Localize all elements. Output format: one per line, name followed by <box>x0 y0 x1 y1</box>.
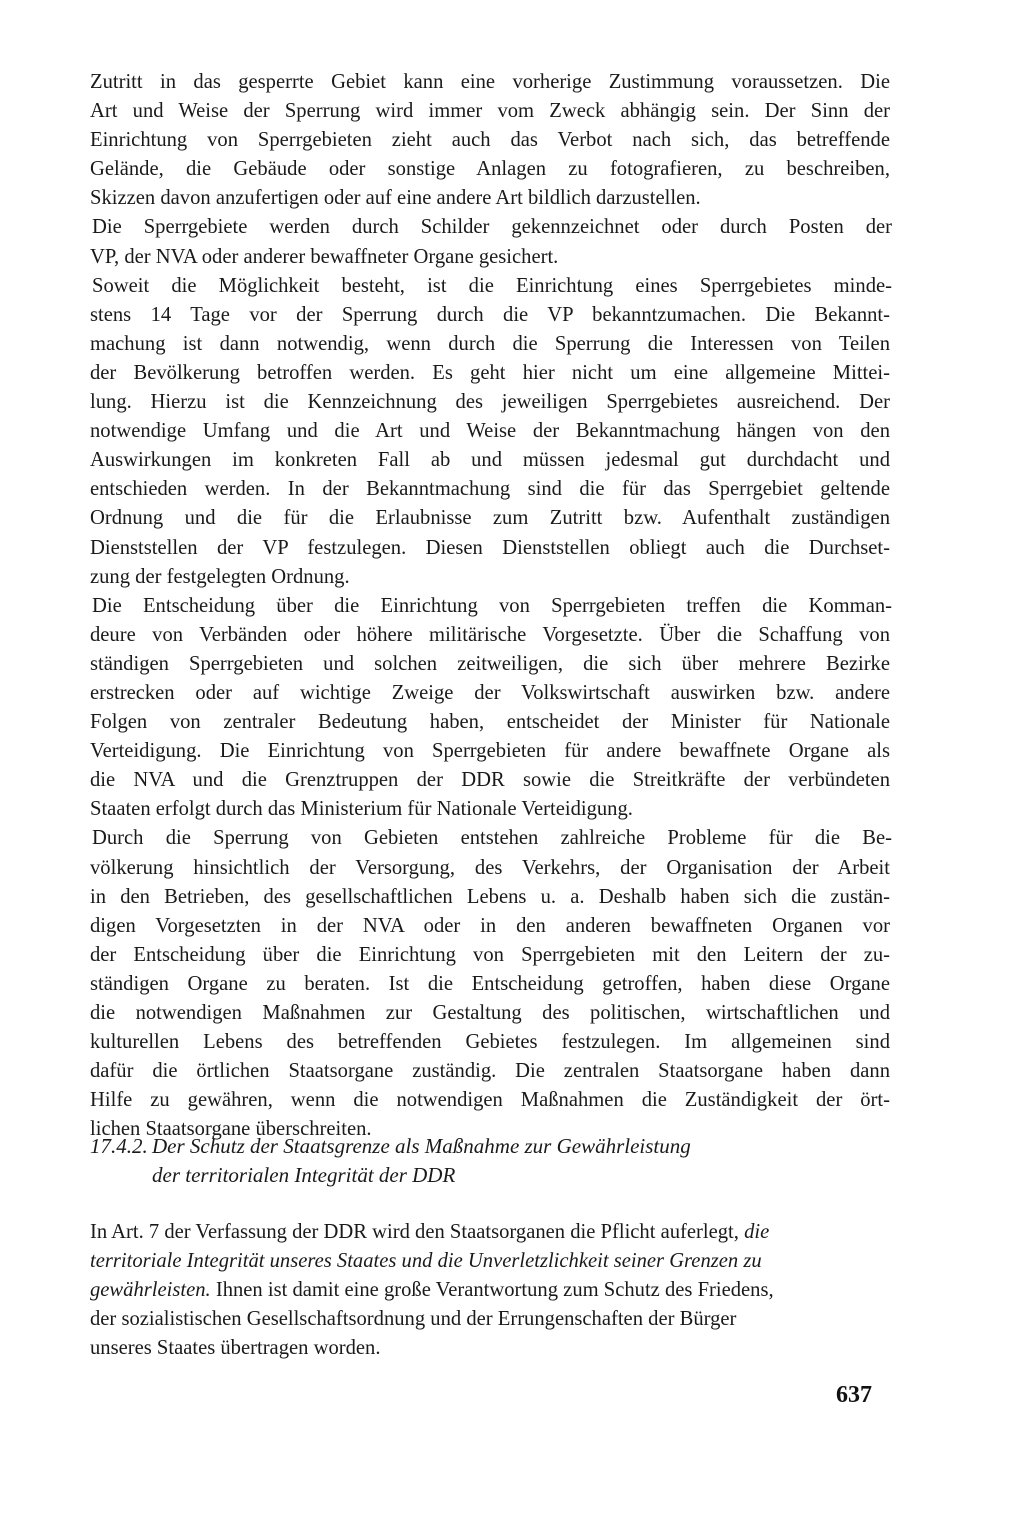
section-line-1-italic: die <box>744 1221 770 1243</box>
text-line: Die Sperrgebiete werden durch Schilder gekennzeichnet oder durch Posten der <box>92 216 892 239</box>
section-line-1 <box>90 1218 890 1247</box>
section-line-2-italic: territoriale Integrität unseres Staates und die Unverletzlichkeit seiner Grenzen zu <box>90 1250 762 1273</box>
text-line: erstrecken oder auf wichtige Zweige der Volkswirtschaft auswirken bzw. andere <box>90 681 890 704</box>
text-line: Einrichtung von Sperrgebieten zieht auch das Verbot nach sich, das betreffende <box>90 129 890 152</box>
section-line-4: der sozialistischen Gesellschaftsordnung und der Errungenschaften der Bürger <box>90 1308 737 1331</box>
text-line: stens 14 Tage vor der Sperrung durch die VP bekanntzumachen. Die Bekannt- <box>90 303 890 326</box>
text-line: notwendige Umfang und die Art und Weise der Bekanntmachung hängen von den <box>90 420 890 443</box>
text-line: die NVA und die Grenztruppen der DDR sowie die Streitkräfte der verbündeten <box>90 769 890 792</box>
text-line: in den Betrieben, des gesellschaftlichen Lebens u. a. Deshalb haben sich die zustän- <box>90 885 890 908</box>
paragraph <box>90 824 890 1144</box>
text-line: entschieden werden. In der Bekanntmachung sind die für das Sperrgebiet geltende <box>90 478 890 501</box>
page-number: 637 <box>836 1382 872 1408</box>
text-line: Skizzen davon anzufertigen oder auf eine andere Art bildlich darzustellen. <box>90 187 701 210</box>
text-line: Ordnung und die für die Erlaubnisse zum Zutritt bzw. Aufenthalt zuständigen <box>90 507 890 530</box>
text-line: Auswirkungen im konkreten Fall ab und müssen jedesmal gut durchdacht und <box>90 449 890 472</box>
text-line: Gelände, die Gebäude oder sonstige Anlagen zu fotografieren, zu beschreiben, <box>90 158 890 181</box>
section-title-line-2: der territorialen Integrität der DDR <box>152 1163 456 1187</box>
paragraph <box>90 213 890 271</box>
section-title-line-1: Der Schutz der Staatsgrenze als Maßnahme zur Gewährleistung <box>152 1134 691 1158</box>
section-paragraph <box>90 1218 890 1363</box>
paragraph <box>90 272 890 592</box>
section-line-3-plain: Ihnen ist damit eine große Verantwortung zum Schutz des Friedens, <box>210 1279 774 1302</box>
text-line: der Entscheidung über die Einrichtung von Sperrgebieten mit den Leitern der zu- <box>90 943 890 966</box>
text-line: völkerung hinsichtlich der Versorgung, des Verkehrs, der Organisation der Arbeit <box>90 856 890 879</box>
body-text <box>90 68 890 1144</box>
text-line: Soweit die Möglichkeit besteht, ist die Einrichtung eines Sperrgebietes minde- <box>92 274 892 297</box>
text-line: Dienststellen der VP festzulegen. Diesen Dienststellen obliegt auch die Durchset- <box>90 536 890 559</box>
section-line-3-italic: gewährleisten. <box>90 1279 211 1302</box>
text-line: Die Entscheidung über die Einrichtung von Sperrgebieten treffen die Komman- <box>92 594 892 617</box>
text-line: ständigen Organe zu beraten. Ist die Entscheidung getroffen, haben diese Organe <box>90 972 890 995</box>
section-title <box>152 1132 890 1190</box>
text-line: VP, der NVA oder anderer bewaffneter Organe gesichert. <box>90 245 559 268</box>
text-line: lichen Staatsorgane überschreiten. <box>90 1118 372 1141</box>
text-line: Hilfe zu gewähren, wenn die notwendigen Maßnahmen die Zuständigkeit der ört- <box>90 1089 890 1112</box>
text-line: dafür die örtlichen Staatsorgane zuständig. Die zentralen Staatsorgane haben dann <box>90 1060 890 1083</box>
text-line: ständigen Sperrgebieten und solchen zeitweiligen, die sich über mehrere Bezirke <box>90 652 890 675</box>
text-line: lung. Hierzu ist die Kennzeichnung des jeweiligen Sperrgebietes ausreichend. Der <box>90 391 890 414</box>
section-line-5: unseres Staates übertragen worden. <box>90 1337 381 1360</box>
text-line: Staaten erfolgt durch das Ministerium für Nationale Verteidigung. <box>90 798 633 821</box>
section-line-3 <box>90 1276 890 1305</box>
section-line-1-plain: In Art. 7 der Verfassung der DDR wird den Staatsorganen die Pflicht auferlegt, <box>90 1221 745 1243</box>
text-line: deure von Verbänden oder höhere militärische Vorgesetzte. Über die Schaffung von <box>90 623 890 646</box>
section-line-2 <box>90 1247 890 1276</box>
paragraph <box>90 592 890 825</box>
text-line: der Bevölkerung betroffen werden. Es geht hier nicht um eine allgemeine Mittei- <box>90 361 890 384</box>
text-line: Verteidigung. Die Einrichtung von Sperrgebieten für andere bewaffnete Organe als <box>90 740 890 763</box>
text-line: Art und Weise der Sperrung wird immer vom Zweck abhängig sein. Der Sinn der <box>90 100 890 123</box>
text-line: kulturellen Lebens des betreffenden Gebietes festzulegen. Im allgemeinen sind <box>90 1031 890 1054</box>
paragraph <box>90 68 890 213</box>
text-line: Durch die Sperrung von Gebieten entstehen zahlreiche Probleme für die Be- <box>92 827 892 850</box>
text-line: Folgen von zentraler Bedeutung haben, entscheidet der Minister für Nationale <box>90 711 890 734</box>
text-line: Zutritt in das gesperrte Gebiet kann eine vorherige Zustimmung voraussetzen. Die <box>90 71 890 93</box>
section-heading <box>90 1132 890 1190</box>
text-line: die notwendigen Maßnahmen zur Gestaltung des politischen, wirtschaftlichen und <box>90 1002 890 1024</box>
text-line: zung der festgelegten Ordnung. <box>90 565 350 588</box>
text-line: digen Vorgesetzten in der NVA oder in den anderen bewaffneten Organen vor <box>90 914 890 937</box>
text-line: machung ist dann notwendig, wenn durch die Sperrung die Interessen von Teilen <box>90 332 890 355</box>
section-number: 17.4.2. <box>90 1134 148 1158</box>
